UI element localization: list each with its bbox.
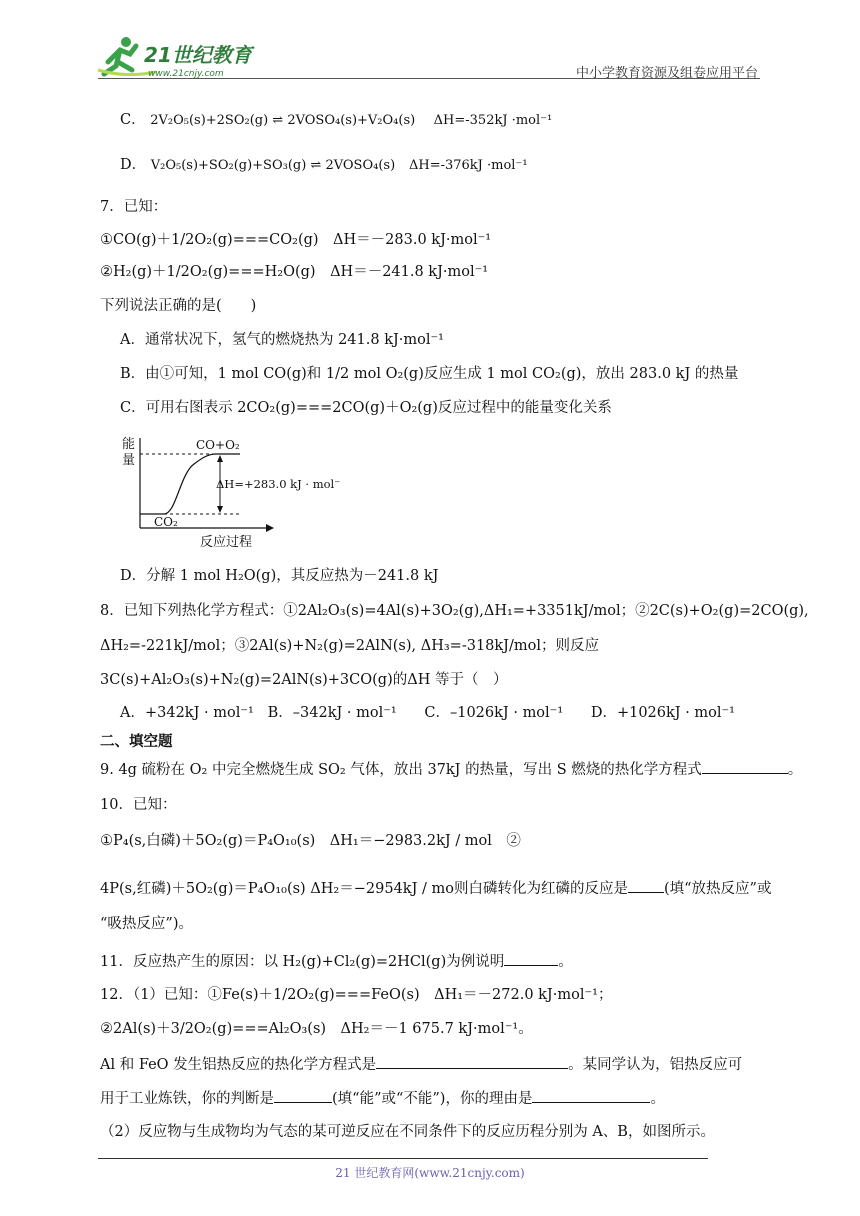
energy-diagram (120, 434, 340, 554)
q6-option-d: D． V₂O₅(s)+SO₂(g)+SO₃(g) ⇌ 2VOSO₄(s) ΔH=-376kJ ·mol⁻¹ (120, 157, 528, 173)
header-divider (98, 78, 760, 79)
q8-line-1: 8．已知下列热化学方程式：①2Al₂O₃(s)=4Al(s)+3O₂(g),ΔH₁=+3351kJ/mol；②2C(s)+O₂(g)=2CO(g), (100, 603, 809, 619)
q12-line-5: （2）反应物与生成物均为气态的某可逆反应在不同条件下的反应历程分别为 A、B，如图所示。 (100, 1124, 715, 1140)
q7-question: 下列说法正确的是( ) (100, 298, 257, 314)
q10-stem: 10．已知： (100, 797, 177, 813)
q12-line-2: ②2Al(s)＋3/2O₂(g)===Al₂O₃(s) ΔH₂＝－1 675.7 kJ·mol⁻¹。 (100, 1021, 533, 1037)
q8-option-d: D．+1026kJ · mol⁻¹ (590, 705, 735, 721)
q8-options (120, 703, 735, 723)
y-axis-label-2: 量 (122, 453, 136, 468)
y-axis-label-1: 能 (122, 437, 136, 452)
q7-equation-1: ①CO(g)＋1/2O₂(g)===CO₂(g) ΔH＝－283.0 kJ·mol⁻¹ (100, 232, 492, 248)
q8-option-a: A．+342kJ · mol⁻¹ (120, 705, 254, 721)
q7-option-d: D．分解 1 mol H₂O(g)，其反应热为－241.8 kJ (120, 568, 439, 584)
q12-line-4: 用于工业炼铁，你的判断是 (填“能”或“不能”)，你的理由是 。 (100, 1088, 665, 1109)
q11-text: 11．反应热产生的原因：以 H₂(g)+Cl₂(g)=2HCl(g)为例说明 。 (100, 951, 573, 972)
logo-url: www.21cnjy.com (148, 69, 224, 79)
section-heading-fill-in: 二、填空题 (100, 734, 173, 750)
q12-reason-blank[interactable] (532, 1088, 650, 1103)
q7-option-b: B．由①可知，1 mol CO(g)和 1/2 mol O₂(g)反应生成 1 mol CO₂(g)，放出 283.0 kJ 的热量 (120, 366, 739, 382)
q12-judgement-blank[interactable] (274, 1088, 332, 1103)
header-platform-title: 中小学教育资源及组卷应用平台 (575, 66, 758, 81)
q12-equation-blank[interactable] (376, 1054, 568, 1069)
q8-line-3: 3C(s)+Al₂O₃(s)+N₂(g)=2AlN(s)+3CO(g)的ΔH 等于（ ） (100, 672, 508, 688)
q12-line-3: Al 和 FeO 发生铝热反应的热化学方程式是 。某同学认为，铝热反应可 (100, 1054, 742, 1075)
q8-line-2: ΔH₂=-221kJ/mol；③2Al(s)+N₂(g)=2AlN(s), ΔH₃=-318kJ/mol；则反应 (100, 638, 599, 654)
x-axis-label: 反应过程 (200, 535, 253, 550)
q10-line-3: “吸热反应”)。 (100, 916, 193, 932)
q7-option-c: C．可用右图表示 2CO₂(g)===2CO(g)＋O₂(g)反应过程中的能量变化关系 (120, 400, 612, 416)
delta-h-arrow-up (217, 455, 223, 462)
bottom-level-label: CO₂ (154, 515, 178, 529)
footer-source: 21 世纪教育网(www.21cnjy.com) (335, 1166, 525, 1180)
reaction-curve (164, 454, 216, 514)
logo-text: 21世纪教育 (144, 43, 252, 67)
q9-answer-blank[interactable] (702, 759, 788, 774)
q10-answer-blank[interactable] (628, 878, 664, 893)
footer-divider (98, 1158, 708, 1159)
q6-option-c: C． 2V₂O₅(s)+2SO₂(g) ⇌ 2VOSO₄(s)+V₂O₄(s) ΔH=-352kJ ·mol⁻¹ (120, 112, 553, 128)
delta-h-arrow-down (217, 506, 223, 513)
q10-equation-2: 4P(s,红磷)＋5O₂(g)＝P₄O₁₀(s) ΔH₂＝−2954kJ / mo则白磷转化为红磷的反应是 (填“放热反应”或 (100, 878, 771, 899)
q8-option-b: B．–342kJ · mol⁻¹ (267, 705, 397, 721)
q7-equation-2: ②H₂(g)＋1/2O₂(g)===H₂O(g) ΔH＝－241.8 kJ·mol⁻¹ (100, 264, 489, 280)
q10-equation-1: ①P₄(s,白磷)＋5O₂(g)＝P₄O₁₀(s) ΔH₁＝−2983.2kJ / mol ② (100, 833, 521, 849)
delta-h-label: ΔH=+283.0 kJ · mol⁻¹ (216, 477, 340, 491)
q9-text: 9. 4g 硫粉在 O₂ 中完全燃烧生成 SO₂ 气体，放出 37kJ 的热量，写出 S 燃烧的热化学方程式 。 (100, 759, 802, 780)
site-logo (96, 34, 266, 82)
q7-stem: 7．已知： (100, 199, 168, 215)
q8-option-c: C．–1026kJ · mol⁻¹ (424, 705, 564, 721)
x-axis-arrow (266, 524, 274, 532)
q7-option-a: A．通常状况下，氢气的燃烧热为 241.8 kJ·mol⁻¹ (120, 332, 444, 348)
q12-line-1: 12．（1）已知：①Fe(s)＋1/2O₂(g)===FeO(s) ΔH₁＝－272.0 kJ·mol⁻¹； (100, 987, 613, 1003)
q11-answer-blank[interactable] (504, 951, 558, 966)
top-level-label: CO+O₂ (196, 438, 240, 452)
